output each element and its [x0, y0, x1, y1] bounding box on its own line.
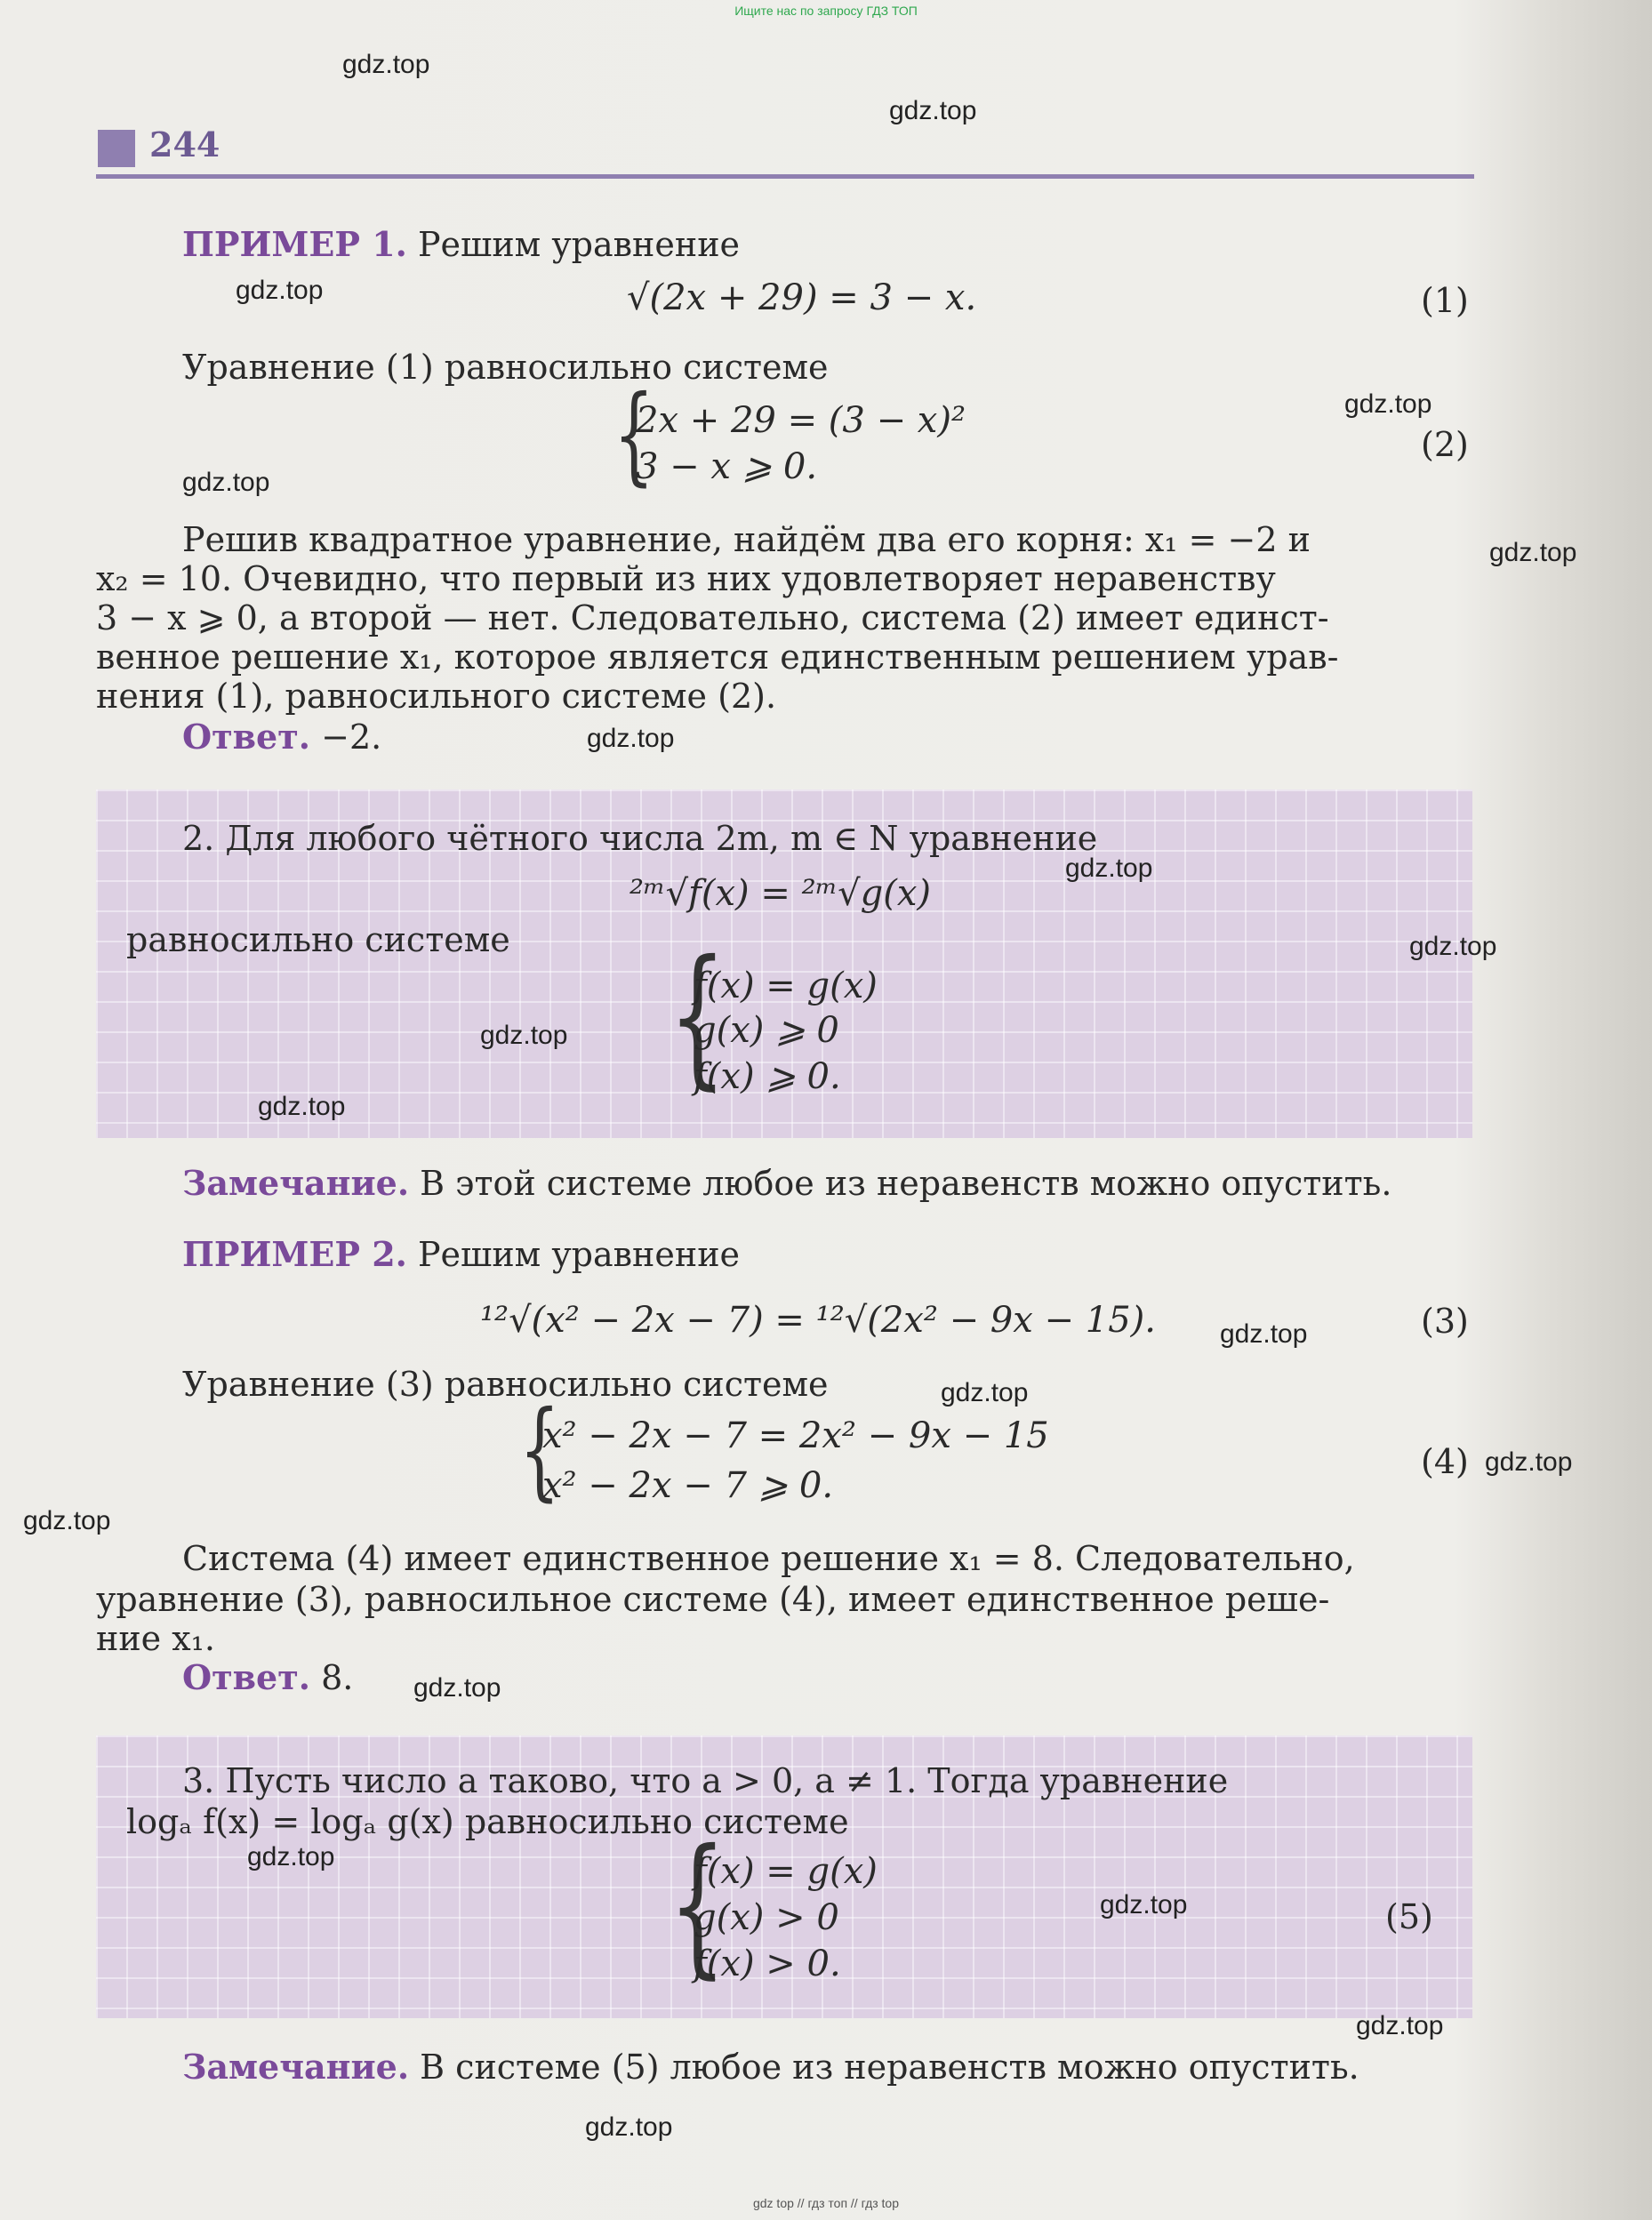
system-2-line-2: 3 − x ⩾ 0.: [636, 446, 818, 487]
remark-1: [182, 1163, 1391, 1204]
example1-heading: [182, 224, 740, 265]
example2-equivalence: Уравнение (3) равносильно системе: [182, 1365, 829, 1404]
answer-value: 8.: [321, 1658, 354, 1697]
example2-title: ПРИМЕР 2.: [182, 1234, 407, 1274]
watermark: gdz.top: [23, 1506, 111, 1535]
watermark: gdz.top: [1485, 1447, 1573, 1477]
rule2-system-line-2: g(x) ⩾ 0: [694, 1010, 839, 1051]
header-marker: [98, 130, 135, 167]
rule2-equivalence: равносильно системе: [126, 920, 510, 959]
watermark: gdz.top: [941, 1378, 1029, 1407]
remark-text: В этой системе любое из неравенств можно опустить.: [420, 1164, 1392, 1203]
solution-line: ние x₁.: [96, 1619, 215, 1658]
rule3-system-line-1: f(x) = g(x): [694, 1851, 878, 1892]
solution-line: Система (4) имеет единственное решение x₁ = 8. Следовательно,: [182, 1539, 1355, 1578]
watermark: gdz.top: [587, 724, 675, 753]
solution-line: нения (1), равносильного системе (2).: [96, 677, 777, 716]
watermark: gdz.top: [182, 468, 270, 497]
example2-heading: [182, 1234, 740, 1275]
rule2-text: 2. Для любого чётного числа 2m, m ∈ N уравнение: [182, 819, 1098, 858]
system-brace: {: [519, 1389, 560, 1512]
watermark: gdz.top: [480, 1021, 568, 1050]
solution-line: венное решение x₁, которое является единственным решением урав-: [96, 637, 1339, 677]
remark-label: Замечание.: [182, 2047, 410, 2087]
watermark: gdz.top: [889, 96, 977, 125]
eq-number-3: (3): [1421, 1302, 1469, 1341]
eq-number-4: (4): [1421, 1442, 1469, 1481]
rule3-line-1: 3. Пусть число a таково, что a > 0, a ≠ 1. Тогда уравнение: [182, 1761, 1229, 1800]
rule2-equation: ²ᵐ√f(x) = ²ᵐ√g(x): [630, 873, 932, 914]
answer-label: Ответ.: [182, 717, 311, 757]
bottom-banner: gdz top // гдз топ // гдз top: [752, 2196, 900, 2210]
solution-line: уравнение (3), равносильное системе (4), имеет единственное реше-: [96, 1580, 1330, 1619]
rule2-system-line-1: f(x) = g(x): [694, 966, 878, 1006]
rule3-system-line-3: f(x) > 0.: [694, 1944, 841, 1984]
remark-text: В системе (5) любое из неравенств можно опустить.: [420, 2048, 1359, 2087]
example1-title: ПРИМЕР 1.: [182, 224, 407, 264]
system-brace: {: [669, 928, 726, 1104]
solution-line: 3 − x ⩾ 0, а второй — нет. Следовательно, система (2) имеет единст-: [96, 598, 1329, 637]
remark-label: Замечание.: [182, 1163, 410, 1203]
eq-number-2: (2): [1421, 425, 1469, 464]
watermark: gdz.top: [1100, 1890, 1188, 1919]
watermark: gdz.top: [1409, 932, 1497, 961]
rule2-system-line-3: f(x) ⩾ 0.: [694, 1056, 841, 1097]
rule3-system-line-2: g(x) > 0: [694, 1897, 839, 1938]
watermark: gdz.top: [1220, 1319, 1308, 1349]
header-rule: [96, 174, 1474, 179]
watermark: gdz.top: [1489, 538, 1577, 567]
system-4-line-1: x² − 2x − 7 = 2x² − 9x − 15: [542, 1415, 1049, 1456]
remark-2: [182, 2047, 1359, 2088]
example2-answer: [182, 1657, 353, 1698]
answer-label: Ответ.: [182, 1657, 311, 1697]
watermark: gdz.top: [1065, 854, 1153, 883]
example1-intro: Решим уравнение: [417, 225, 741, 264]
solution-line: Решив квадратное уравнение, найдём два его корня: x₁ = −2 и: [182, 520, 1311, 559]
system-4-line-2: x² − 2x − 7 ⩾ 0.: [542, 1465, 834, 1506]
rule3-line-2: logₐ f(x) = logₐ g(x) равносильно системе: [126, 1802, 849, 1841]
watermark: gdz.top: [585, 2112, 673, 2142]
system-brace: {: [613, 373, 654, 497]
watermark: gdz.top: [413, 1673, 501, 1703]
eq-number-1: (1): [1421, 281, 1469, 320]
watermark: gdz.top: [258, 1092, 346, 1121]
watermark: gdz.top: [342, 50, 430, 79]
top-banner: Ищите нас по запросу ГДЗ ТОП: [734, 4, 918, 18]
system-2-line-1: 2x + 29 = (3 − x)²: [636, 400, 966, 441]
page-number: 244: [149, 124, 221, 164]
example1-equivalence: Уравнение (1) равносильно системе: [182, 348, 829, 387]
watermark: gdz.top: [236, 276, 324, 305]
example1-equation: √(2x + 29) = 3 − x.: [627, 277, 977, 318]
system-brace: {: [669, 1817, 726, 1993]
watermark: gdz.top: [1344, 389, 1432, 419]
solution-line: x₂ = 10. Очевидно, что первый из них удовлетворяет неравенству: [96, 559, 1276, 598]
watermark: gdz.top: [1356, 2011, 1444, 2040]
watermark: gdz.top: [247, 1842, 335, 1871]
example2-equation: ¹²√(x² − 2x − 7) = ¹²√(2x² − 9x − 15).: [480, 1300, 1156, 1341]
answer-value: −2.: [321, 717, 382, 757]
example1-answer: [182, 717, 381, 757]
example2-intro: Решим уравнение: [417, 1235, 741, 1274]
eq-number-5: (5): [1385, 1897, 1433, 1936]
